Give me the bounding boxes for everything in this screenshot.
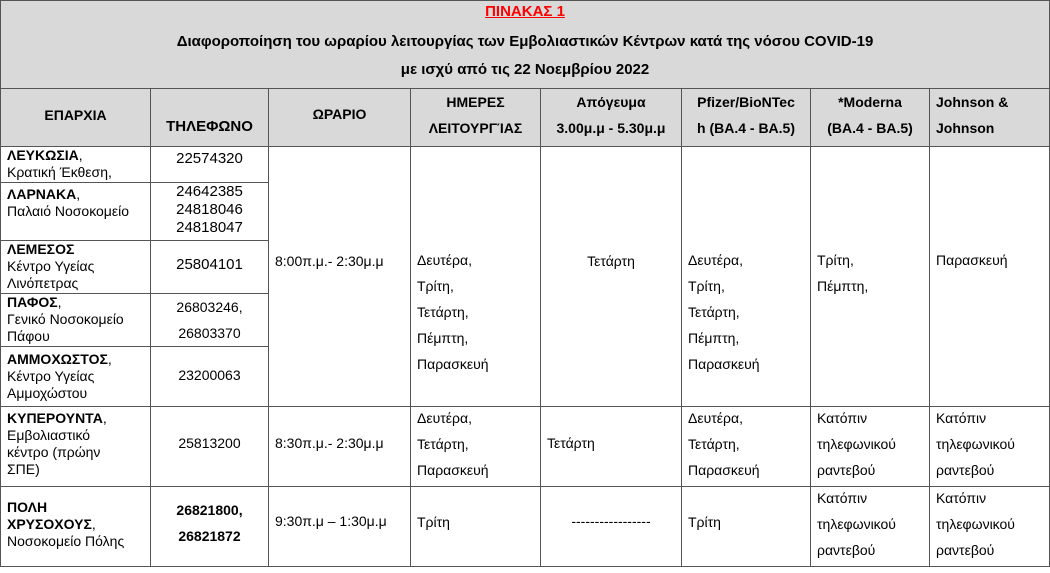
pfizer-cell: Δευτέρα, Τετάρτη, Παρασκευή	[682, 407, 811, 487]
pfizer-cell: Δευτέρα, Τρίτη, Τετάρτη, Πέμπτη, Παρασκευή	[682, 147, 811, 407]
days-cell: Δευτέρα, Τετάρτη, Παρασκευή	[411, 407, 541, 487]
table-header-block	[0, 0, 1050, 90]
hours-cell: 9:30π.μ – 1:30μ.μ	[269, 487, 411, 567]
vaccination-schedule-table	[0, 88, 1050, 567]
column-header-row	[1, 89, 1050, 147]
col-jj: Johnson & Johnson	[930, 89, 1050, 147]
district-cell: ΛΕΥΚΩΣΙΑ, Κρατική Έκθεση,	[1, 147, 151, 183]
table-row	[1, 147, 1050, 183]
days-cell: Τρίτη	[411, 487, 541, 567]
afternoon-cell: Τετάρτη	[541, 407, 682, 487]
col-moderna: *Moderna (BA.4 - BA.5)	[811, 89, 930, 147]
phone-cell: 24642385 24818046 24818047	[151, 183, 269, 241]
col-hours: ΩΡΑΡΙΟ	[269, 89, 411, 147]
phone-cell: 22574320	[151, 147, 269, 183]
moderna-cell: Κατόπιν τηλεφωνικού ραντεβού	[811, 407, 930, 487]
district-cell: ΚΥΠΕΡΟΥΝΤΑ, Εμβολιαστικό κέντρο (πρώην ΣΠΕ)	[1, 407, 151, 487]
moderna-cell: Τρίτη, Πέμπτη,	[811, 147, 930, 407]
col-pfizer: Pfizer/BioNTec h (BA.4 - BA.5)	[682, 89, 811, 147]
phone-cell: 23200063	[151, 347, 269, 407]
table-label: ΠΙΝΑΚΑΣ 1	[485, 3, 565, 20]
district-cell: ΛΑΡΝΑΚΑ, Παλαιό Νοσοκομείο	[1, 183, 151, 241]
table-subtitle: με ισχύ από τις 22 Νοεμβρίου 2022	[400, 61, 650, 78]
phone-cell: 26821800, 26821872	[151, 487, 269, 567]
col-afternoon: Απόγευμα 3.00μ.μ - 5.30μ.μ	[541, 89, 682, 147]
table-row	[1, 407, 1050, 487]
hours-cell: 8:30π.μ.- 2:30μ.μ	[269, 407, 411, 487]
phone-cell: 25813200	[151, 407, 269, 487]
afternoon-cell: Τετάρτη	[541, 147, 682, 407]
days-cell: Δευτέρα, Τρίτη, Τετάρτη, Πέμπτη, Παρασκευή	[411, 147, 541, 407]
district-cell: ΠΟΛΗ ΧΡΥΣΟΧΟΥΣ, Νοσοκομείο Πόλης	[1, 487, 151, 567]
col-days: ΗΜΕΡΕΣ ΛΕΙΤΟΥΡΓΊΑΣ	[411, 89, 541, 147]
table-row	[1, 487, 1050, 567]
pfizer-cell: Τρίτη	[682, 487, 811, 567]
district-cell: ΛΕΜΕΣΟΣ Κέντρο Υγείας Λινόπετρας	[1, 241, 151, 294]
moderna-cell: Κατόπιν τηλεφωνικού ραντεβού	[811, 487, 930, 567]
afternoon-cell: -----------------	[541, 487, 682, 567]
phone-cell: 26803246, 26803370	[151, 294, 269, 347]
jj-cell: Κατόπιν τηλεφωνικού ραντεβού	[930, 407, 1050, 487]
phone-cell: 25804101	[151, 241, 269, 294]
jj-cell: Παρασκευή	[930, 147, 1050, 407]
jj-cell: Κατόπιν τηλεφωνικού ραντεβού	[930, 487, 1050, 567]
district-cell: ΑΜΜΟΧΩΣΤΟΣ, Κέντρο Υγείας Αμμοχώστου	[1, 347, 151, 407]
table-title: Διαφοροποίηση του ωραρίου λειτουργίας των Εμβολιαστικών Κέντρων κατά της νόσου COVID-19	[176, 33, 874, 50]
col-district: ΕΠΑΡΧΙΑ	[1, 89, 151, 147]
district-cell: ΠΑΦΟΣ, Γενικό Νοσοκομείο Πάφου	[1, 294, 151, 347]
hours-cell: 8:00π.μ.- 2:30μ.μ	[269, 147, 411, 407]
col-phone: ΤΗΛΕΦΩΝΟ	[151, 89, 269, 147]
